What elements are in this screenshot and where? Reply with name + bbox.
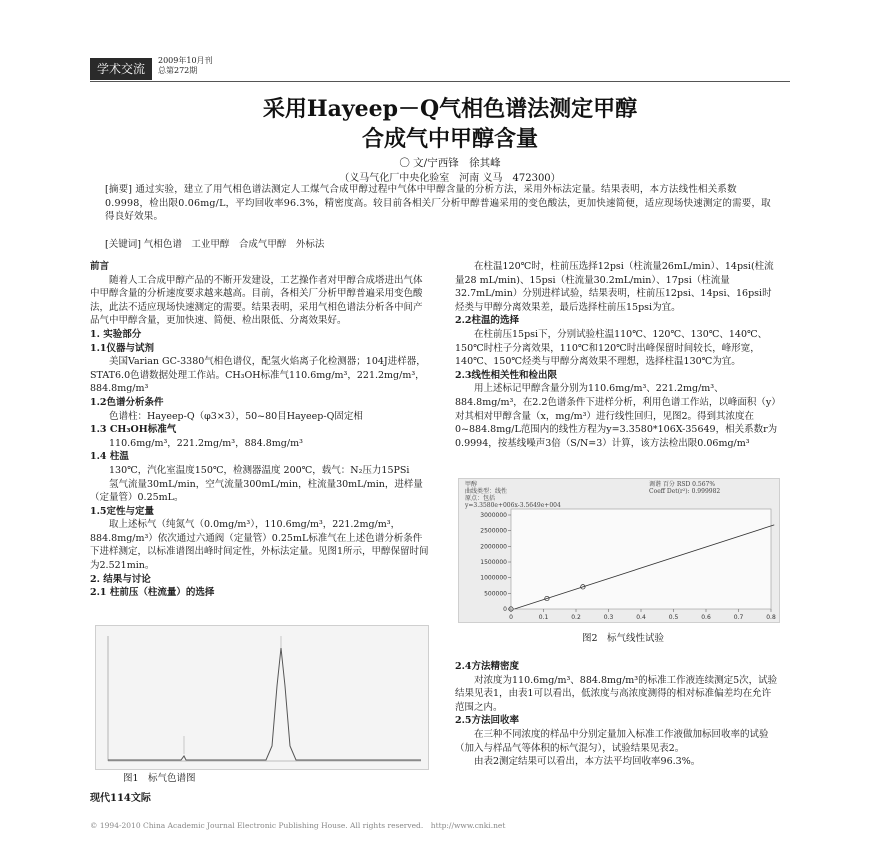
paragraph: 由表2测定结果可以看出，本方法平均回收率96.3%。 xyxy=(474,756,701,768)
header-rule xyxy=(90,81,790,82)
x-tick-label: 0.3 xyxy=(603,614,614,621)
title-line-1: 采用Hayeep－Q气相色谱法测定甲醇 xyxy=(262,96,638,122)
figure-2-caption: 图2 标气线性试验 xyxy=(582,633,665,644)
y-tick-label: 0 xyxy=(503,606,507,613)
section-heading: 1.1仪器与试剂 xyxy=(90,342,155,354)
paragraph: 氢气流量30mL/min，空气流量300mL/min，柱流量30mL/min，进样量（定量管）0.25mL。 xyxy=(90,478,423,504)
fig2-legend-line: y=3.3580e+006x-3.5649e+004 xyxy=(465,502,561,509)
paragraph: 美国Varian GC-3380气相色谱仪，配氢火焰离子化检测器；104J进样器，STAT6.0色谱数据处理工作站。CH₃OH标准气110.6mg/m³，221.2mg/m³，884.8mg/m³ xyxy=(90,356,426,395)
y-tick-label: 2000000 xyxy=(480,543,507,551)
y-tick-label: 2500000 xyxy=(480,527,507,535)
x-tick-label: 0.7 xyxy=(733,614,744,621)
paragraph: 在三种不同浓度的样品中分别定量加入标准工作液做加标回收率的试验（加入与样品气等体积的标气混匀），试验结果见表2。 xyxy=(455,728,769,754)
issue-total: 总第272期 xyxy=(158,66,198,75)
fig2-legend-line: 曲线类型：线性 xyxy=(465,488,508,495)
figure-1-chromatogram xyxy=(95,625,429,770)
chromatogram-plot xyxy=(96,626,428,769)
paragraph: 取上述标气（纯氮气（0.0mg/m³），110.6mg/m³，221.2mg/m³，884.8mg/m³）依次通过六通阀（定量管）0.25mL标准气在上述色谱分析条件下进样测定，以标准谱图出峰时间定性，外标法定量。见图1所示，甲醇保留时间为2.521min。 xyxy=(90,519,429,572)
y-tick-label: 1500000 xyxy=(480,559,507,566)
paragraph: 对浓度为110.6mg/m³、884.8mg/m³的标准工作液连续测定5次，试验结果见表1，由表1可以看出，低浓度与高浓度测得的相对标准偏差均在允许范围之内。 xyxy=(455,674,778,713)
right-column-top xyxy=(455,260,780,450)
authors: 〇 文/宁西锋 徐其峰 xyxy=(399,157,501,169)
x-tick-label: 0.5 xyxy=(668,614,679,621)
calibration-plot xyxy=(459,479,779,622)
section-heading: 2.3线性相关性和检出限 xyxy=(455,369,558,381)
section-heading: 前言 xyxy=(90,261,110,272)
x-tick-label: 0.1 xyxy=(538,614,549,621)
x-tick-label: 0 xyxy=(509,614,513,621)
page-footer-label: 现代114文际 xyxy=(90,793,151,804)
paragraph: 130℃，汽化室温度150℃，检测器温度 200℃，载气：N₂压力15PSi xyxy=(109,464,410,476)
affiliation: （义马气化厂中央化验室 河南 义马 472300） xyxy=(339,173,561,184)
x-tick-label: 0.2 xyxy=(571,614,581,621)
paragraph: 色谱柱：Hayeep-Q（φ3×3），50~80目Hayeep-Q固定相 xyxy=(109,410,363,422)
abstract: [摘要] 通过实验，建立了用气相色谱法测定人工煤气合成甲醇过程中气体中甲醇含量的分析方法，采用外标法定量。结果表明，本方法线性相关系数0.9998，检出限0.06mg/L，平均回收率96.3%，精密度高。较目前各相关厂分析甲醇普遍采用的变色酸法，更加快速简便，适应现场快速测定的需要，取得良好效果。 xyxy=(105,184,771,222)
figure-1-caption: 图1 标气色谱图 xyxy=(123,773,196,784)
y-tick-label: 3000000 xyxy=(480,512,507,519)
right-column-bottom xyxy=(455,660,780,769)
issue-info xyxy=(158,56,213,76)
paragraph: 110.6mg/m³，221.2mg/m³，884.8mg/m³ xyxy=(109,437,303,449)
paragraph: 在柱温120℃时，柱前压选择12psi（柱流量26mL/min）、14psi(柱流量28 mL/min)、15psi（柱流量30.2mL/min）、17psi（柱流量32.7mL/min）分别进样试验，结果表明，柱前压12psi、14psi、16psi时烃类与甲醇分离效果差，最后选择柱前压15psi为宜。 xyxy=(455,261,774,313)
paragraph: 用上述标记甲醇含量分别为110.6mg/m³、221.2mg/m³、884.8mg/m³，在2.2色谱条件下进样分析，利用色谱工作站，以峰面积（y）对其相对甲醇含量（x，mg/m³）进行线性回归，见图2。得到其浓度在0~884.8mg/L范围内的线性方程为y=3.3580*106X-35649，相关系数r为0.9994，按基线噪声3倍（S/N=3）计算，该方法检出限0.06mg/m³ xyxy=(455,383,778,449)
section-heading: 1. 实验部分 xyxy=(90,328,142,340)
fig2-legend-line: 原点：包括 xyxy=(465,495,496,502)
keywords: [关键词] 气相色谱 工业甲醇 合成气甲醇 外标法 xyxy=(105,239,325,250)
section-heading: 2.2柱温的选择 xyxy=(455,315,520,327)
section-heading: 1.2色谱分析条件 xyxy=(90,396,164,408)
fig2-legend-line: Coeff Det(r²): 0.999982 xyxy=(649,488,721,495)
left-column xyxy=(90,260,430,600)
section-heading: 2.5方法回收率 xyxy=(455,715,520,727)
column-badge: 学术交流 xyxy=(90,58,152,80)
section-heading: 1.3 CH₃OH标准气 xyxy=(90,424,177,436)
title-line-2: 合成气中甲醇含量 xyxy=(361,126,538,152)
y-tick-label: 1000000 xyxy=(480,574,507,582)
y-tick-label: 500000 xyxy=(484,590,507,598)
fig2-legend-line: 甲醇 xyxy=(465,481,478,488)
x-tick-label: 0.8 xyxy=(766,614,776,621)
fig2-legend-line: 调谐 百分 RSD 0.567% xyxy=(649,481,716,488)
section-heading: 2.4方法精密度 xyxy=(455,661,520,672)
section-heading: 1.4 柱温 xyxy=(90,451,129,463)
section-heading: 2.1 柱前压（柱流量）的选择 xyxy=(90,587,215,599)
x-tick-label: 0.4 xyxy=(636,614,646,621)
paragraph: 在柱前压15psi下，分别试验柱温110℃、120℃、130℃、140℃、150℃时柱子分离效果，110℃和120℃时出峰保留时间较长，峰形宽，140℃、150℃烃类与甲醇分离效果不理想，选择柱温130℃为宜。 xyxy=(455,328,768,368)
figure-2-calibration xyxy=(458,478,780,623)
x-tick-label: 0.6 xyxy=(701,614,711,621)
paragraph: 随着人工合成甲醇产品的不断开发建设，工艺操作者对甲醇合成塔进出气体中甲醇含量的分析速度要求越来越高。目前，各相关厂分析甲醇普遍采用变色酸法，此法不适应现场快速测定的需要。结果表明，采用气相色谱法分析各中间产品气中甲醇含量，更加快速、简便、检出限低、分离效果好。 xyxy=(90,274,423,327)
section-heading: 2. 结果与讨论 xyxy=(90,573,151,585)
section-heading: 1.5定性与定量 xyxy=(90,505,155,517)
issue-date: 2009年10月刊 xyxy=(158,56,213,65)
copyright: © 1994-2010 China Academic Journal Electronic Publishing House. All rights reserved. http://www.cnki.net xyxy=(90,821,506,830)
plot-area xyxy=(511,509,771,609)
